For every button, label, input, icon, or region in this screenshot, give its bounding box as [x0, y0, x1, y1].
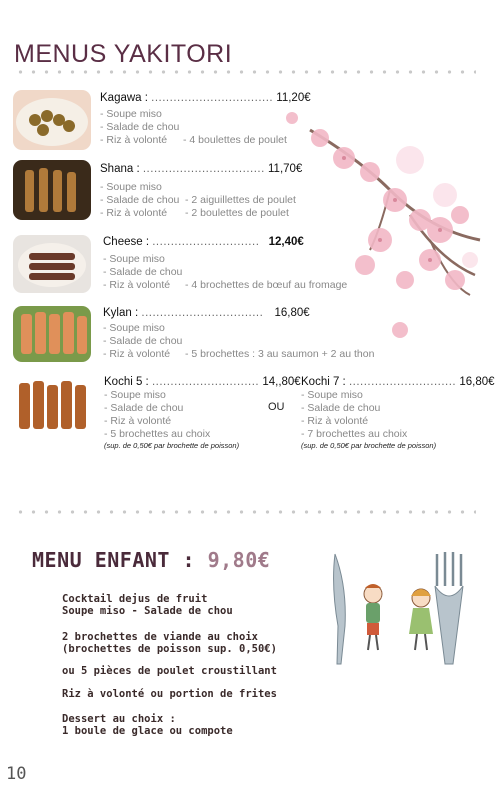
kids-menu-line: Dessert au choix :	[62, 713, 176, 725]
kylan-line: - Salade de chou	[103, 335, 183, 347]
kagawa-line: - Salade de chou	[100, 121, 180, 133]
kochi7-line: - 7 brochettes au choix	[301, 428, 408, 440]
cheese-line: - Riz à volonté	[103, 279, 171, 291]
or-separator: OU	[268, 401, 285, 413]
kylan-line: - Riz à volonté	[103, 348, 171, 360]
cheese-photo	[13, 235, 91, 293]
kids-menu-title: MENU ENFANT : 9,80€	[32, 548, 271, 572]
kids-menu-line: Soupe miso - Salade de chou	[62, 605, 233, 617]
cheese-line: - 4 brochettes de bœuf au fromage	[185, 279, 348, 291]
shana-line: - 2 aiguillettes de poulet	[185, 194, 296, 206]
kochi-photo	[13, 375, 91, 437]
kochi7-note: (sup. de 0,50€ par brochette de poisson)	[301, 441, 437, 450]
kochi5-line: - Salade de chou	[104, 402, 184, 414]
menu-item-cheese-title: Cheese : ............................. 12,40€	[103, 236, 304, 248]
shana-line: - Riz à volonté	[100, 207, 168, 219]
kids-menu-line: Cocktail dejus de fruit	[62, 593, 208, 605]
kagawa-line: - Riz à volonté	[100, 134, 168, 146]
shana-photo	[13, 160, 91, 220]
kylan-line: - 5 brochettes : 3 au saumon + 2 au thon	[185, 348, 375, 360]
shana-line: - Salade de chou	[100, 194, 180, 206]
menu-item-kylan-title: Kylan : ................................. 16,80€	[103, 307, 310, 319]
shana-line: - Soupe miso	[100, 181, 162, 193]
kagawa-photo	[13, 90, 91, 150]
menu-item-kagawa-title: Kagawa : ................................. 11,20€	[100, 92, 311, 104]
cheese-line: - Salade de chou	[103, 266, 183, 278]
kochi5-note: (sup. de 0,50€ par brochette de poisson)	[104, 441, 240, 450]
kagawa-line: - 4 boulettes de poulet	[183, 134, 287, 146]
dotted-divider	[14, 510, 476, 514]
shana-line: - 2 boulettes de poulet	[185, 207, 289, 219]
kids-menu-line: 1 boule de glace ou compote	[62, 725, 233, 737]
cherry-blossom-illustration	[270, 100, 482, 370]
kagawa-line: - Soupe miso	[100, 108, 162, 120]
menu-item-kochi5-title: Kochi 5 : ............................. 14,,80€	[104, 376, 301, 388]
kids-cutlery-illustration	[325, 546, 475, 666]
kochi5-line: - Soupe miso	[104, 389, 166, 401]
kids-menu-line: ou 5 pièces de poulet croustillant	[62, 665, 277, 677]
cheese-line: - Soupe miso	[103, 253, 165, 265]
kids-menu-line: Riz à volonté ou portion de frites	[62, 688, 277, 700]
dotted-divider	[14, 70, 476, 74]
menu-item-kochi7-title: Kochi 7 : ............................. 16,80€	[301, 376, 495, 388]
kylan-photo	[13, 306, 91, 362]
kylan-line: - Soupe miso	[103, 322, 165, 334]
kochi7-line: - Salade de chou	[301, 402, 381, 414]
kochi7-line: - Riz à volonté	[301, 415, 369, 427]
kochi7-line: - Soupe miso	[301, 389, 363, 401]
kochi5-line: - Riz à volonté	[104, 415, 172, 427]
page-title: MENUS YAKITORI	[14, 40, 233, 68]
kochi5-line: - 5 brochettes au choix	[104, 428, 211, 440]
kids-menu-line: (brochettes de poisson sup. 0,50€)	[62, 643, 277, 655]
kids-menu-line: 2 brochettes de viande au choix	[62, 631, 258, 643]
page-number: 10	[6, 764, 27, 784]
menu-item-shana-title: Shana : ................................. 11,70€	[100, 163, 303, 175]
